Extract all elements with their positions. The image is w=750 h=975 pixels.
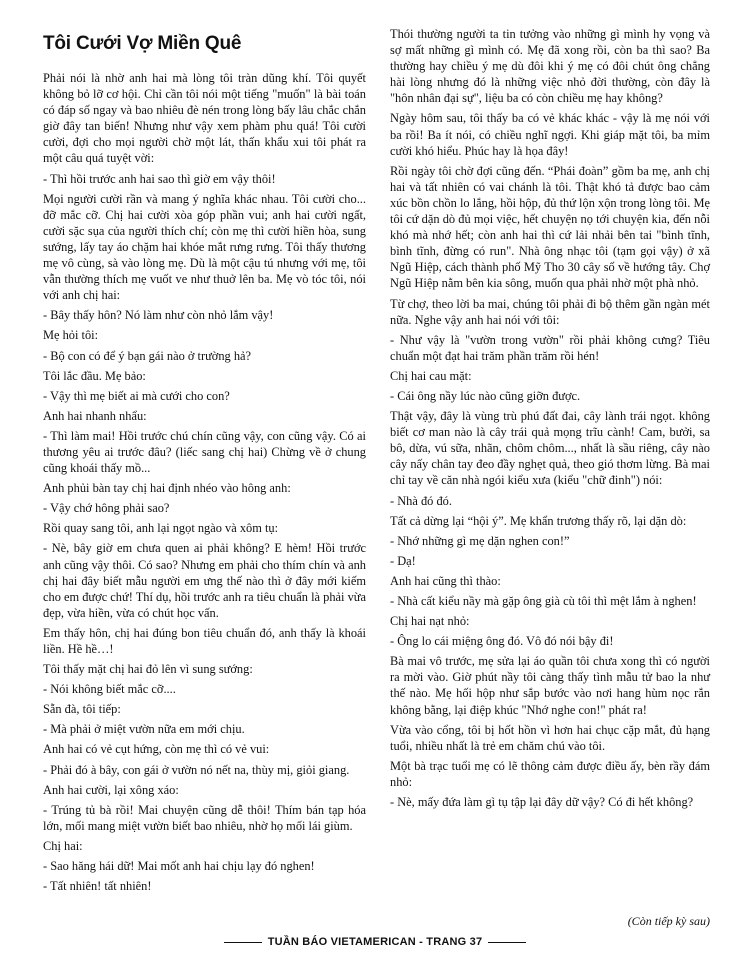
paragraph: - Nhớ những gì mẹ dặn nghen con!” [390,533,570,548]
paragraph: Chị hai cau mặt: [390,368,472,383]
paragraph: - Vậy thì mẹ biết ai mà cưới cho con? [43,388,230,403]
paragraph: - Tất nhiên! tất nhiên! [43,879,152,894]
paragraph: - Mà phải ở miệt vườn nữa em mới chịu. [43,722,245,737]
paragraph: - Nè, bây giờ em chưa quen ai phải không? E hèm! Hồi trước anh cũng vậy thôi. Có sao? Nhưng em phải cho thím chín và anh chị hai đây biết mẫu người em ưng thế nào thì ở đây mới kiếm cho em được chứ! Thí dụ, hồi trước anh ra tiêu chuẩn là phải vừa đẹp, vừa hiền, vừa có chút học vấn. [43,541,366,620]
paragraph: - Nè, mấy đứa làm gì tụ tập lại đây dữ vậy? Có đi hết không? [390,795,694,810]
paragraph: Thói thường người ta tin tưởng vào những gì mình hy vọng và sợ mất những gì mình có. Mẹ đã xong rồi, còn ba thì sao? Ba thường hay chiều ý mẹ dù đôi khi ý mẹ có đôi chút ông chẳng hài lòng nhưng đó là những việc nhỏ đời thường, còn đây là "hôn nhân đại sự", liệu ba có còn chiều mẹ hay không? [390,27,710,106]
paragraph: - Sao hăng hái dữ! Mai mốt anh hai chịu lạy đó nghen! [43,859,315,874]
paragraph: - Như vậy là "vườn trong vườn" rồi phải không cưng? Tiêu chuẩn một đạt hai trăm phần trăm rồi hén! [390,332,710,363]
paragraph: Anh hai cười, lại xông xáo: [43,782,179,797]
article-column-right [390,26,710,814]
paragraph: - Thì làm mai! Hồi trước chú chín cũng vậy, con cũng vậy. Có ai thương yêu ai trước đâu? (liếc sang chị hai) Chừng về ở chung cũng khoái thấy mồ... [43,428,366,476]
paragraph: Anh hai có vẻ cụt hứng, còn mẹ thì có vẻ vui: [43,742,270,757]
paragraph: Phải nói là nhờ anh hai mà lòng tôi tràn dũng khí. Tôi quyết không bỏ lỡ cơ hội. Chỉ cần tôi nói một tiếng "muốn" là bài toán có đáp số ngay và bao nhiêu đè nén trong lòng bấy lâu chắc chắn giờ đây tan biến! Nhưng như vậy xem phàm phu quá! Tôi cười cười, đợi cho mọi người chờ một lát, thấn khẩu xui tôi phát ra một câu quá tuyệt vời: [43,71,366,166]
paragraph: Anh hai nhanh nhẩu: [43,408,147,423]
paragraph: Em thấy hôn, chị hai đúng bon tiêu chuẩn đó, anh thấy là khoái liền. Hề hề…! [43,625,366,656]
paragraph: Từ chợ, theo lời ba mai, chúng tôi phải đi bộ thêm gần ngàn mét nữa. Nghe vậy anh hai nói với tôi: [390,296,710,327]
paragraph: - Nhà cất kiểu nầy mà gặp ông già cù tôi thì mệt lắm à nghen! [390,594,697,608]
article-title: Tôi Cưới Vợ Miền Quê [43,33,242,54]
paragraph: Mẹ hỏi tôi: [43,328,99,343]
footer-rule-right [488,942,526,943]
paragraph: - Ông lo cái miệng ông đó. Vô đó nói bậy đi! [390,634,614,649]
paragraph: Tất cả dừng lại “hội ý”. Mẹ khẩn trương thấy rõ, lại dặn dò: [390,513,687,528]
paragraph: - Bộ con có để ý bạn gái nào ở trường hả? [43,348,252,363]
paragraph: - Phải đó à bây, con gái ở vườn nó nết na, thùy mị, giỏi giang. [43,762,350,777]
page-footer [0,936,750,948]
footer-text: TUẦN BÁO VIETAMERICAN - TRANG 37 [267,936,483,948]
paragraph: - Nói không biết mắc cỡ.... [43,682,176,697]
paragraph: Mọi người cười rần và mang ý nghĩa khác nhau. Tôi cười cho... đỡ mắc cỡ. Chị hai cười xòa góp phần vui; anh hai cười ngất, cười sặc sụa của người thích chí; còn mẹ thì cười hiền hòa, sung sướng, lấy tay áo chặm hai khóe mắt rưng rưng. Tôi thấy thương mẹ vô cùng, sà vào lòng mẹ. Dù là một cậu tú nhưng với mẹ, tôi vẫn thường thích mẹ vuốt ve như thuở lên ba. Mẹ vò tóc tôi, nói với anh chị hai: [43,191,366,303]
footer-rule-left [224,942,262,943]
paragraph: - Vậy chớ hông phải sao? [43,501,170,516]
paragraph: Anh hai cũng thì thào: [390,573,501,588]
paragraph: - Bây thấy hôn? Nó làm như còn nhỏ lắm vậy! [43,308,274,323]
paragraph: Một bà trạc tuổi mẹ có lẽ thông cảm được điều ấy, bèn rầy đám nhỏ: [390,758,710,789]
paragraph: Tôi lắc đầu. Mẹ bảo: [43,368,146,383]
article-column-left [43,24,366,898]
paragraph: Ngày hôm sau, tôi thấy ba có vẻ khác khác - vậy là mẹ nói với ba rồi! Ba ít nói, có chiều nghĩ ngợi. Khi giáp mặt tôi, ba mỉm cười khó hiểu. Phúc hay là họa đây! [390,111,710,158]
paragraph: Chị hai nạt nhỏ: [390,614,470,629]
paragraph: - Trúng tủ bà rồi! Mai chuyện cũng dễ thôi! Thím bán tạp hóa lớn, mối mang miệt vườn biết bao nhiêu, nhờ họ mối lái giùm. [43,802,366,833]
paragraph: Chị hai: [43,838,83,853]
continued-note: (Còn tiếp kỳ sau) [627,914,710,928]
paragraph: Tôi thấy mặt chị hai đỏ lên vì sung sướng: [43,662,253,677]
paragraph: Thật vậy, đây là vùng trù phú đất đai, cây lành trái ngọt. không biết cơ man nào là cây trái quả mọng trĩu cành! Cam, bưởi, sa bô, dừa, vú sữa, nhãn, chôm chôm..., nhất là sầu riêng, cây nào cây nấy chân tay đeo đầy nghẹt quả, theo gió thơm lừng. Bà mai chỉ tay về căn nhà ngói kiểu xưa (kiểu "chữ đinh") nói: [390,409,710,488]
paragraph: Rồi quay sang tôi, anh lại ngọt ngào và xôm tụ: [43,521,279,536]
paragraph: Anh phủi bàn tay chị hai định nhéo vào hông anh: [43,481,291,496]
paragraph: Vừa vào cổng, tôi bị hốt hồn vì hơn hai chục cặp mắt, đủ hạng tuổi, nhiều nhất là trẻ em chăm chú vào tôi. [390,722,710,753]
paragraph: Bà mai vô trước, mẹ sửa lại áo quần tôi chưa xong thì có người ra mời vào. Giờ phút nầy tôi càng thấy tình mẫu tử bao la như thế nào. Mẹ hối hộp như sắp bước vào nơi hang hùm nọc rắn không bằng, lại điệp khúc "Nhớ nghe con!" phát ra! [390,654,710,717]
paragraph: - Thì hồi trước anh hai sao thì giờ em vậy thôi! [43,171,276,186]
paragraph: - Nhà đó đó. [390,493,452,508]
paragraph: Rồi ngày tôi chờ đợi cũng đến. “Phái đoàn” gồm ba mẹ, anh chị hai và tất nhiên có vai chánh là tôi. Thật khó tả được bao cảm xúc bồn chồn lo lắng, hồi hộp, đủ thứ lộn xộn trong lòng tôi. Mẹ tôi cứ dặn dò đủ mọi việc, hết chuyện nọ tới chuyện kia, đến nỗi khó mà nhớ hết; còn anh hai thì cứ lải nhải bên tai "bình tĩnh, bình tĩnh, đừng có run". Nhà ông nhạc tôi (tạm gọi vậy) ở xã Ngũ Hiệp, cách thành phố Mỹ Tho 30 cây số về hướng tây. Chợ Ngũ Hiệp nằm bên kia sông, muốn qua phải nhờ một phà nhỏ. [390,163,710,291]
paragraph: - Dạ! [390,553,416,568]
paragraph: Sẵn đà, tôi tiếp: [43,702,121,717]
paragraph: - Cái ông nầy lúc nào cũng giỡn được. [390,388,581,403]
